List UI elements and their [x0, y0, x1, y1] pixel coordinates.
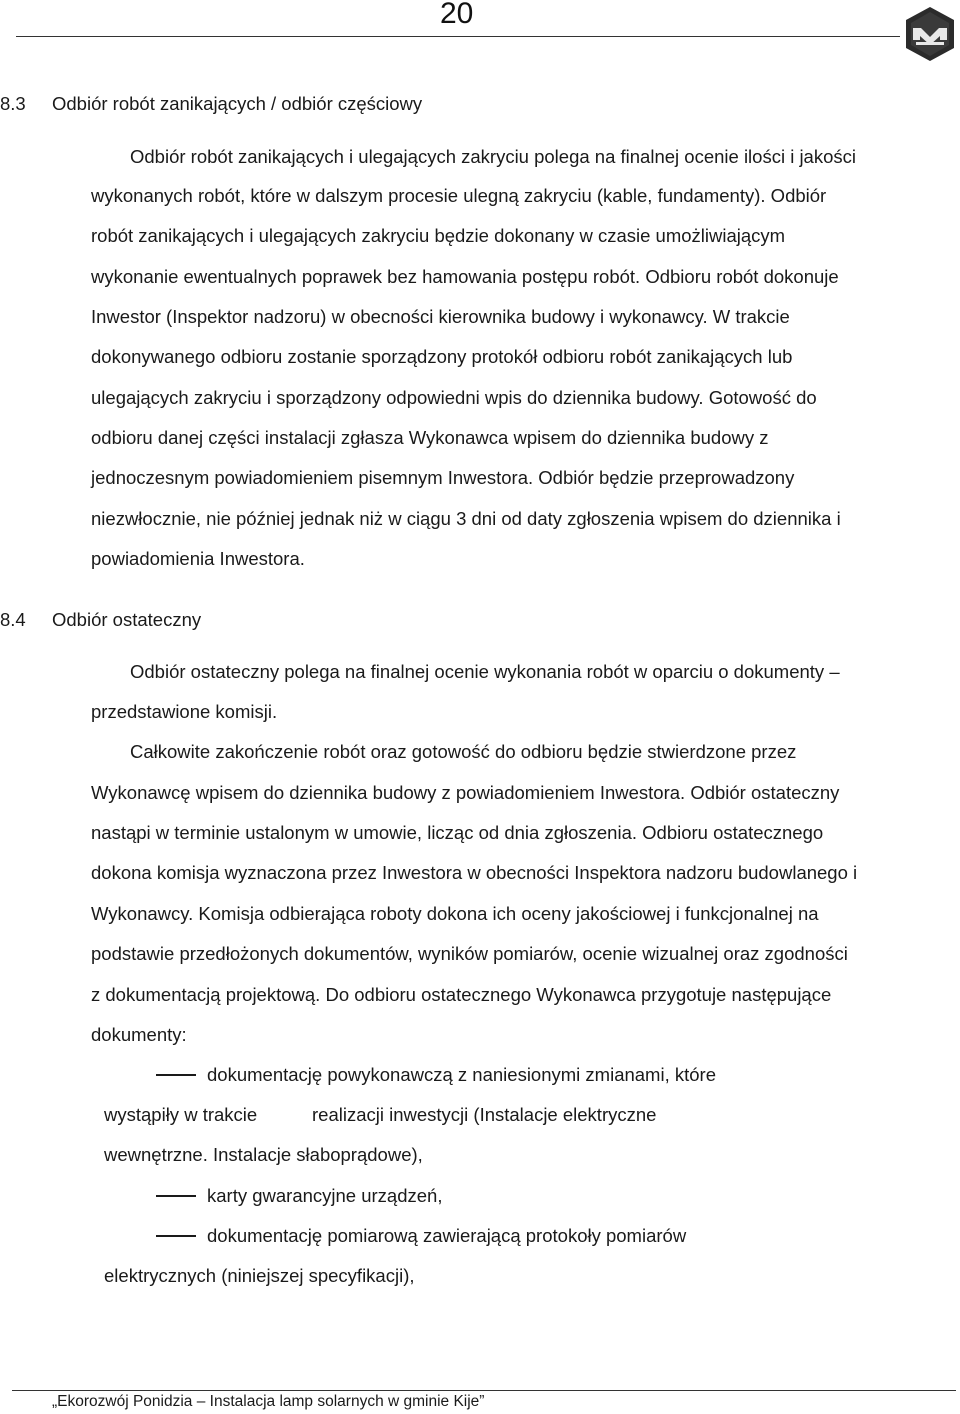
list-item-text: dokumentację pomiarową zawierającą protokoły pomiarów [207, 1225, 687, 1246]
paragraph-line: z dokumentacją projektową. Do odbioru ostatecznego Wykonawca przygotuje następujące [91, 984, 832, 1005]
paragraph-line: Całkowite zakończenie robót oraz gotowość do odbioru będzie stwierdzone przez [130, 741, 797, 762]
section-heading-8-4 [0, 608, 201, 632]
section-number: 8.4 [0, 609, 26, 630]
paragraph-line: podstawie przedłożonych dokumentów, wyników pomiarów, ocenie wizualnej oraz zgodności [91, 943, 848, 964]
paragraph-line: Inwestor (Inspektor nadzoru) w obecności kierownika budowy i wykonawcy. W trakcie [91, 306, 790, 327]
paragraph-line: dokona komisja wyznaczona przez Inwestora w obecności Inspektora nadzoru budowlanego i [91, 862, 858, 883]
paragraph-line: Wykonawcy. Komisja odbierająca roboty dokona ich oceny jakościowej i funkcjonalnej na [91, 903, 819, 924]
list-dash-bullet [156, 1074, 196, 1076]
paragraph-line: dokonywanego odbioru zostanie sporządzony protokół odbioru robót zanikających lub [91, 346, 793, 367]
paragraph-line: przedstawione komisji. [91, 701, 278, 722]
paragraph-line: Odbiór robót zanikających i ulegających zakryciu polega na finalnej ocenie ilości i jakości [130, 146, 856, 167]
header-divider [16, 36, 900, 37]
section-title: Odbiór ostateczny [52, 609, 202, 630]
list-item-text: realizacji inwestycji (Instalacje elektryczne [312, 1104, 657, 1125]
paragraph-line: niezwłocznie, nie później jednak niż w ciągu 3 dni od daty zgłoszenia wpisem do dziennika i [91, 508, 841, 529]
paragraph-line: wykonanie ewentualnych poprawek bez hamowania postępu robót. Odbioru robót dokonuje [91, 266, 839, 287]
paragraph-line: powiadomienia Inwestora. [91, 548, 305, 569]
page-number: 20 [440, 0, 474, 30]
paragraph-line: jednoczesnym powiadomieniem pisemnym Inwestora. Odbiór będzie przeprowadzony [91, 467, 795, 488]
list-item-text: elektrycznych (niniejszej specyfikacji), [104, 1265, 415, 1286]
paragraph-line: robót zanikających i ulegających zakryciu będzie dokonany w czasie umożliwiającym [91, 225, 786, 246]
list-item-text: dokumentację powykonawczą z naniesionymi zmianami, które [207, 1064, 716, 1085]
list-item-text: wewnętrzne. Instalacje słaboprądowe), [104, 1144, 423, 1165]
list-dash-bullet [156, 1235, 196, 1237]
footer-text: „Ekorozwój Ponidzia – Instalacja lamp solarnych w gminie Kije” [52, 1393, 485, 1410]
paragraph-line: wykonanych robót, które w dalszym procesie ulegną zakryciu (kable, fundamenty). Odbiór [91, 185, 827, 206]
paragraph-line: dokumenty: [91, 1024, 187, 1045]
list-item-text: wystąpiły w trakcie [104, 1104, 258, 1125]
paragraph-line: nastąpi w terminie ustalonym w umowie, licząc od dnia zgłoszenia. Odbioru ostatecznego [91, 822, 824, 843]
paragraph-line: Odbiór ostateczny polega na finalnej ocenie wykonania robót w oparciu o dokumenty – [130, 661, 840, 682]
company-logo-icon [904, 6, 956, 62]
section-number: 8.3 [0, 93, 26, 114]
section-heading-8-3 [0, 92, 422, 116]
footer-divider [12, 1390, 956, 1391]
list-dash-bullet [156, 1195, 196, 1197]
list-item-text: karty gwarancyjne urządzeń, [207, 1185, 443, 1206]
paragraph-line: odbioru danej części instalacji zgłasza Wykonawca wpisem do dziennika budowy z [91, 427, 769, 448]
paragraph-line: Wykonawcę wpisem do dziennika budowy z powiadomieniem Inwestora. Odbiór ostateczny [91, 782, 840, 803]
paragraph-line: ulegających zakryciu i sporządzony odpowiedni wpis do dziennika budowy. Gotowość do [91, 387, 817, 408]
section-title: Odbiór robót zanikających / odbiór częściowy [52, 93, 423, 114]
